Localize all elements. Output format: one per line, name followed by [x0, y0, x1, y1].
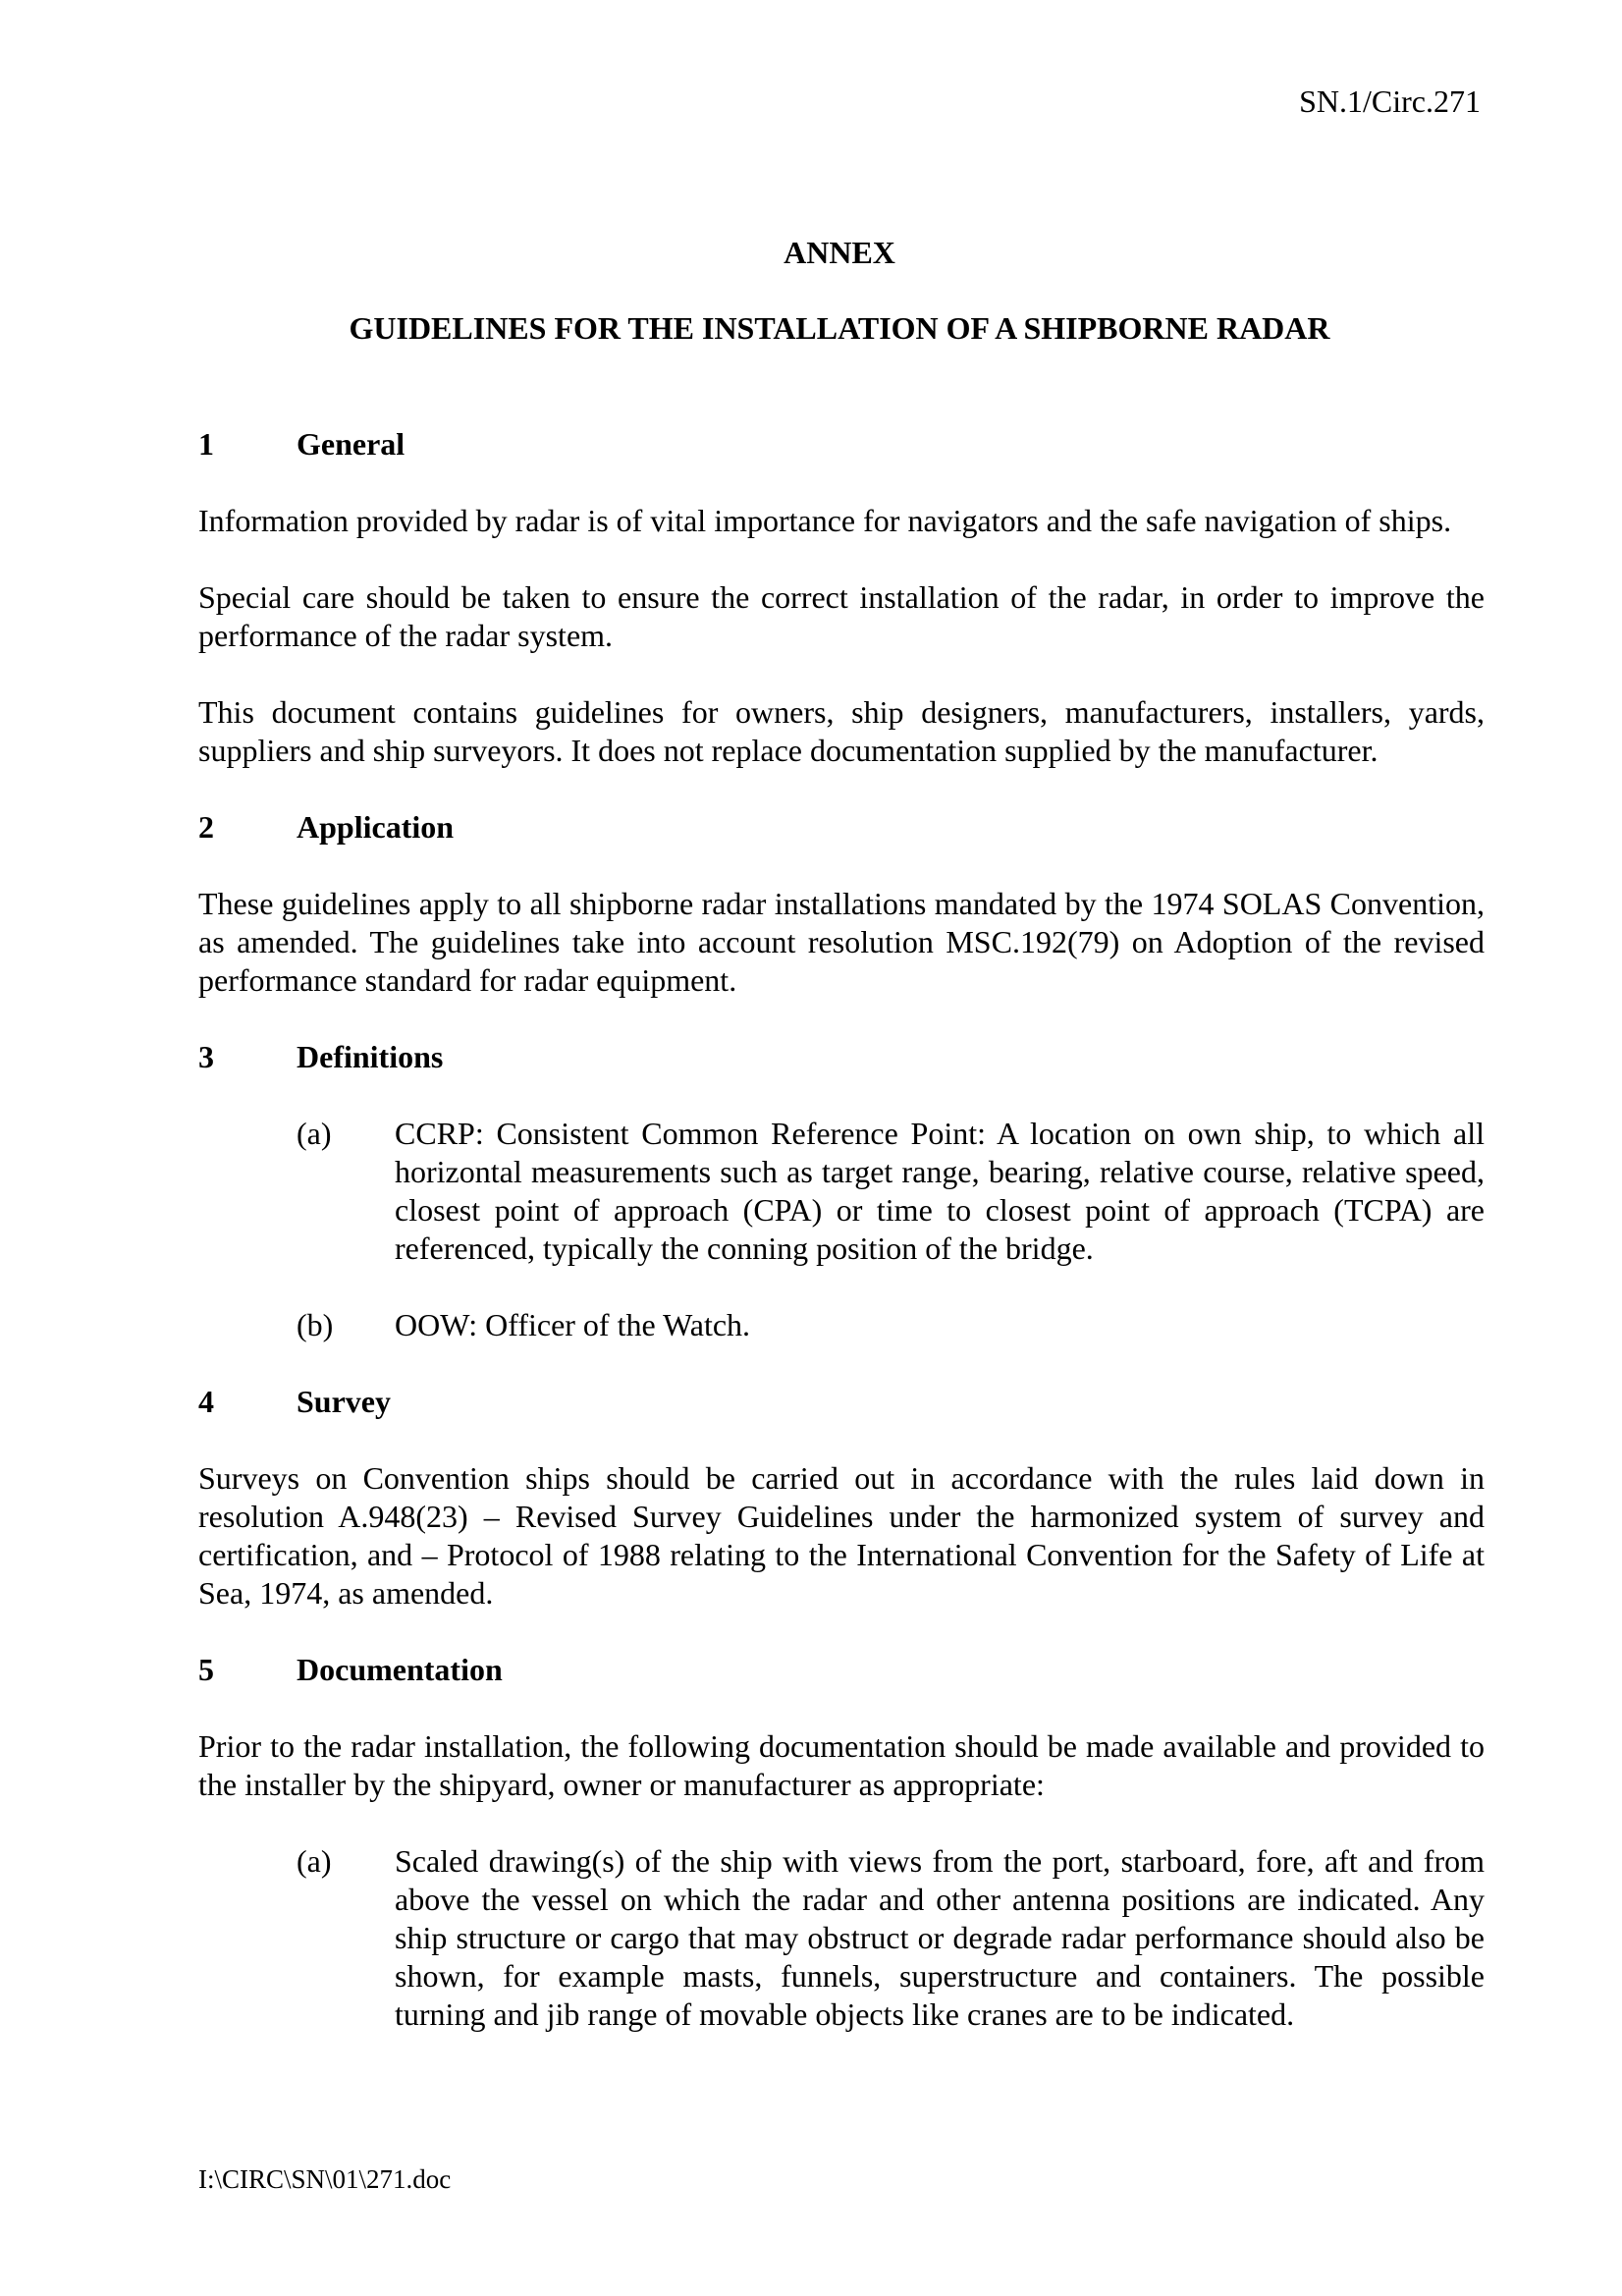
- document-body: [198, 425, 1485, 2034]
- list-item-text: Scaled drawing(s) of the ship with views from the port, starboard, fore, aft and from above the vessel on which the radar and other antenna positions are indicated. Any ship structure or cargo that may obstruct or degrade radar performance should also be shown, for example masts, funnels, superstructure and containers. The possible turning and jib range of movable objects like cranes are to be indicated.: [395, 1843, 1485, 2032]
- list-item-label: (a): [297, 1843, 332, 1879]
- paragraph: Special care should be taken to ensure the correct installation of the radar, in order to improve the performance of the radar system.: [198, 579, 1485, 653]
- section-title: Definitions: [297, 1039, 444, 1074]
- section-heading-general: [198, 425, 1485, 464]
- section-number: 1: [198, 426, 214, 462]
- paragraph: Surveys on Convention ships should be carried out in accordance with the rules laid down in resolution A.948(23) – Revised Survey Guidelines under the harmonized system of survey and certification, and – Protocol of 1988 relating to the International Convention for the Safety of Life at Sea, 1974, as amended.: [198, 1460, 1485, 1611]
- paragraph: This document contains guidelines for owners, ship designers, manufacturers, installers, yards, suppliers and ship surveyors. It does not replace documentation supplied by the manufacturer.: [198, 694, 1485, 768]
- list-item-label: (a): [297, 1116, 332, 1151]
- section-heading-survey: [198, 1383, 1485, 1421]
- section-heading-application: [198, 808, 1485, 847]
- section-title: Application: [297, 809, 455, 845]
- list-item: [297, 1115, 1485, 1268]
- list-item: [297, 1306, 1485, 1344]
- list-item: [297, 1842, 1485, 2034]
- section-heading-documentation: [198, 1651, 1485, 1689]
- list-item-text: OOW: Officer of the Watch.: [395, 1307, 751, 1342]
- section-title: Survey: [297, 1384, 391, 1419]
- document-reference: SN.1/Circ.271: [1299, 83, 1481, 119]
- section-title: Documentation: [297, 1652, 503, 1687]
- paragraph: Prior to the radar installation, the following documentation should be made available and provided to the installer by the shipyard, owner or manufacturer as appropriate:: [198, 1728, 1485, 1802]
- section-title: General: [297, 426, 406, 462]
- list-item-text: CCRP: Consistent Common Reference Point: A location on own ship, to which all horizontal measurements such as target range, bearing, relative course, relative speed, closest point of approach (CPA) or time to closest point of approach (TCPA) are referenced, typically the conning position of the bridge.: [395, 1116, 1485, 1266]
- footer-file-path: I:\CIRC\SN\01\271.doc: [198, 2164, 452, 2194]
- section-number: 4: [198, 1384, 214, 1419]
- paragraph: Information provided by radar is of vital importance for navigators and the safe navigation of ships.: [198, 503, 1452, 538]
- section-number: 2: [198, 809, 214, 845]
- section-number: 3: [198, 1039, 214, 1074]
- section-number: 5: [198, 1652, 214, 1687]
- annex-label: ANNEX: [784, 235, 895, 270]
- list-item-label: (b): [297, 1307, 334, 1342]
- paragraph: These guidelines apply to all shipborne radar installations mandated by the 1974 SOLAS Convention, as amended. The guidelines take into account resolution MSC.192(79) on Adoption of the revised performance standard for radar equipment.: [198, 886, 1485, 998]
- section-heading-definitions: [198, 1038, 1485, 1076]
- document-title: GUIDELINES FOR THE INSTALLATION OF A SHIPBORNE RADAR: [349, 310, 1330, 346]
